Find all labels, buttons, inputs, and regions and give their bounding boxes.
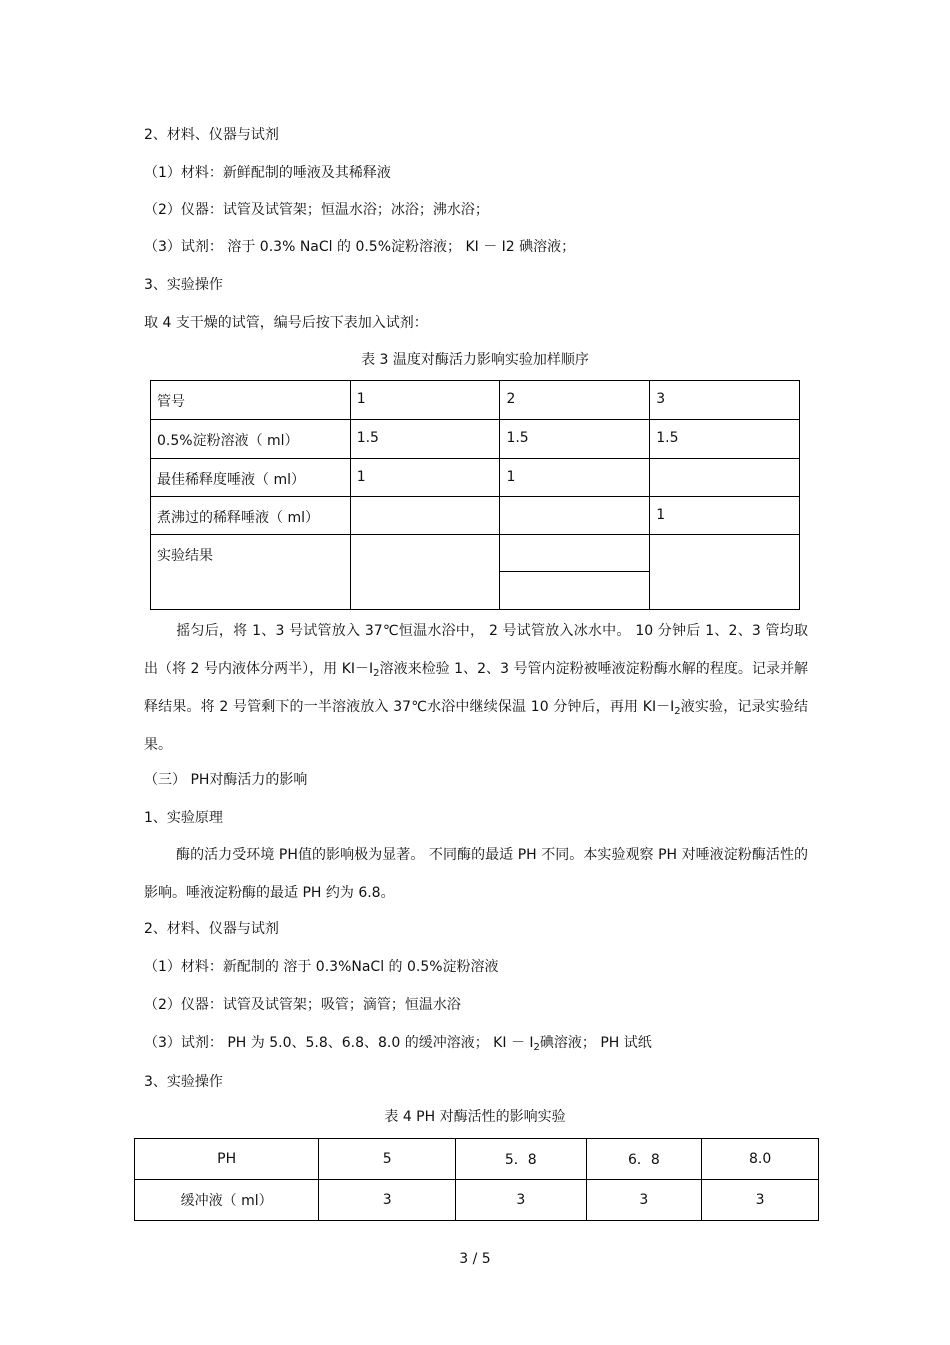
table-row xyxy=(151,381,800,420)
table-cell xyxy=(350,535,500,610)
section-heading-operation-b: 3、实验操作 xyxy=(144,1074,223,1090)
reagents-line-b: （3）试剂： PH 为 5.0、5.8、6.8、8.0 的缓冲溶液； KI － $I_2$碘溶液； PH 试纸 xyxy=(144,1035,652,1053)
table-cell: 煮沸过的稀释唾液（ ml） xyxy=(151,497,351,535)
table-cell: 1 xyxy=(350,381,500,420)
procedure-paragraph: 摇匀后，将 1、3 号试管放入 37℃恒温水浴中， 2 号试管放入冰水中。 10 分钟后 1、2、3 管均取出（将 2 号内液体分两半），用 $KI-I_2$溶液来检验 1、2、3 号管内淀粉被唾液淀粉酶水解的程度。记录并解释结果。将 2 号管剩下的一半溶液放入 37℃水浴中继续保温 10 分钟后，再用 $KI-I_2$液实验，记录实验结果。 xyxy=(144,623,809,753)
materials-line-b: （1）材料：新配制的 溶于 0.3%NaCl 的 0.5%淀粉溶液 xyxy=(144,959,499,975)
table-cell: 3 xyxy=(456,1180,586,1221)
table-cell: 1 xyxy=(650,497,800,535)
table3 xyxy=(150,380,800,610)
section-heading-materials: 2、材料、仪器与试剂 xyxy=(144,127,279,143)
table-cell: 0.5%淀粉溶液（ ml） xyxy=(151,420,351,459)
table-cell: 8.0 xyxy=(702,1139,819,1180)
table-cell: 1.5 xyxy=(350,420,500,459)
reagents-line: （3）试剂： 溶于 0.3% NaCl 的 0.5%淀粉溶液； KI － I2 碘溶液； xyxy=(144,239,576,255)
table-cell xyxy=(350,497,500,535)
section-heading-principle: 1、实验原理 xyxy=(144,810,223,826)
table4 xyxy=(134,1138,819,1221)
table-row xyxy=(151,459,800,497)
materials-line: （1）材料：新鲜配制的唾液及其稀释液 xyxy=(144,165,391,181)
table-cell: 5．8 xyxy=(456,1139,586,1180)
table-cell-result-label: 实验结果 xyxy=(151,535,351,610)
section-heading-ph: （三） PH对酶活力的影响 xyxy=(144,772,308,788)
table4-caption: 表 4 PH 对酶活性的影响实验 xyxy=(384,1109,566,1125)
table3-caption: 表 3 温度对酶活力影响实验加样顺序 xyxy=(361,352,589,368)
table-cell: 2 xyxy=(500,381,650,420)
section-heading-materials-b: 2、材料、仪器与试剂 xyxy=(144,921,279,937)
table-row xyxy=(135,1139,819,1180)
section-heading-operation: 3、实验操作 xyxy=(144,277,223,293)
table-cell xyxy=(650,535,800,610)
table-cell: 5 xyxy=(319,1139,456,1180)
table-cell: 1 xyxy=(500,459,650,497)
table-cell xyxy=(650,459,800,497)
table-row xyxy=(151,535,800,572)
table-cell: 1 xyxy=(350,459,500,497)
table-cell: 缓冲液（ ml） xyxy=(135,1180,319,1221)
table-cell: 6．8 xyxy=(586,1139,702,1180)
table-cell xyxy=(500,497,650,535)
instruction-line: 取 4 支干燥的试管，编号后按下表加入试剂： xyxy=(144,315,428,331)
principle-paragraph: 酶的活力受环境 PH值的影响极为显著。 不同酶的最适 PH 不同。本实验观察 PH 对唾液淀粉酶活性的影响。唾液淀粉酶的最适 PH 约为 6.8。 xyxy=(144,847,808,901)
instruments-line-b: （2）仪器：试管及试管架；吸管；滴管；恒温水浴 xyxy=(144,997,461,1013)
page-number: 3 / 5 xyxy=(459,1251,491,1267)
table-cell: 3 xyxy=(650,381,800,420)
instruments-line: （2）仪器：试管及试管架；恒温水浴；冰浴；沸水浴； xyxy=(144,202,489,218)
table-cell: 最佳稀释度唾液（ ml） xyxy=(151,459,351,497)
table-cell: 1.5 xyxy=(650,420,800,459)
table-row xyxy=(135,1180,819,1221)
table-cell: 3 xyxy=(586,1180,702,1221)
table-row xyxy=(151,497,800,535)
table-cell: 3 xyxy=(702,1180,819,1221)
table-cell: 1.5 xyxy=(500,420,650,459)
table-cell: PH xyxy=(135,1139,319,1180)
table-cell: 管号 xyxy=(151,381,351,420)
table-cell xyxy=(500,535,650,572)
table-cell xyxy=(500,572,650,610)
table-cell: 3 xyxy=(319,1180,456,1221)
table-row xyxy=(151,420,800,459)
